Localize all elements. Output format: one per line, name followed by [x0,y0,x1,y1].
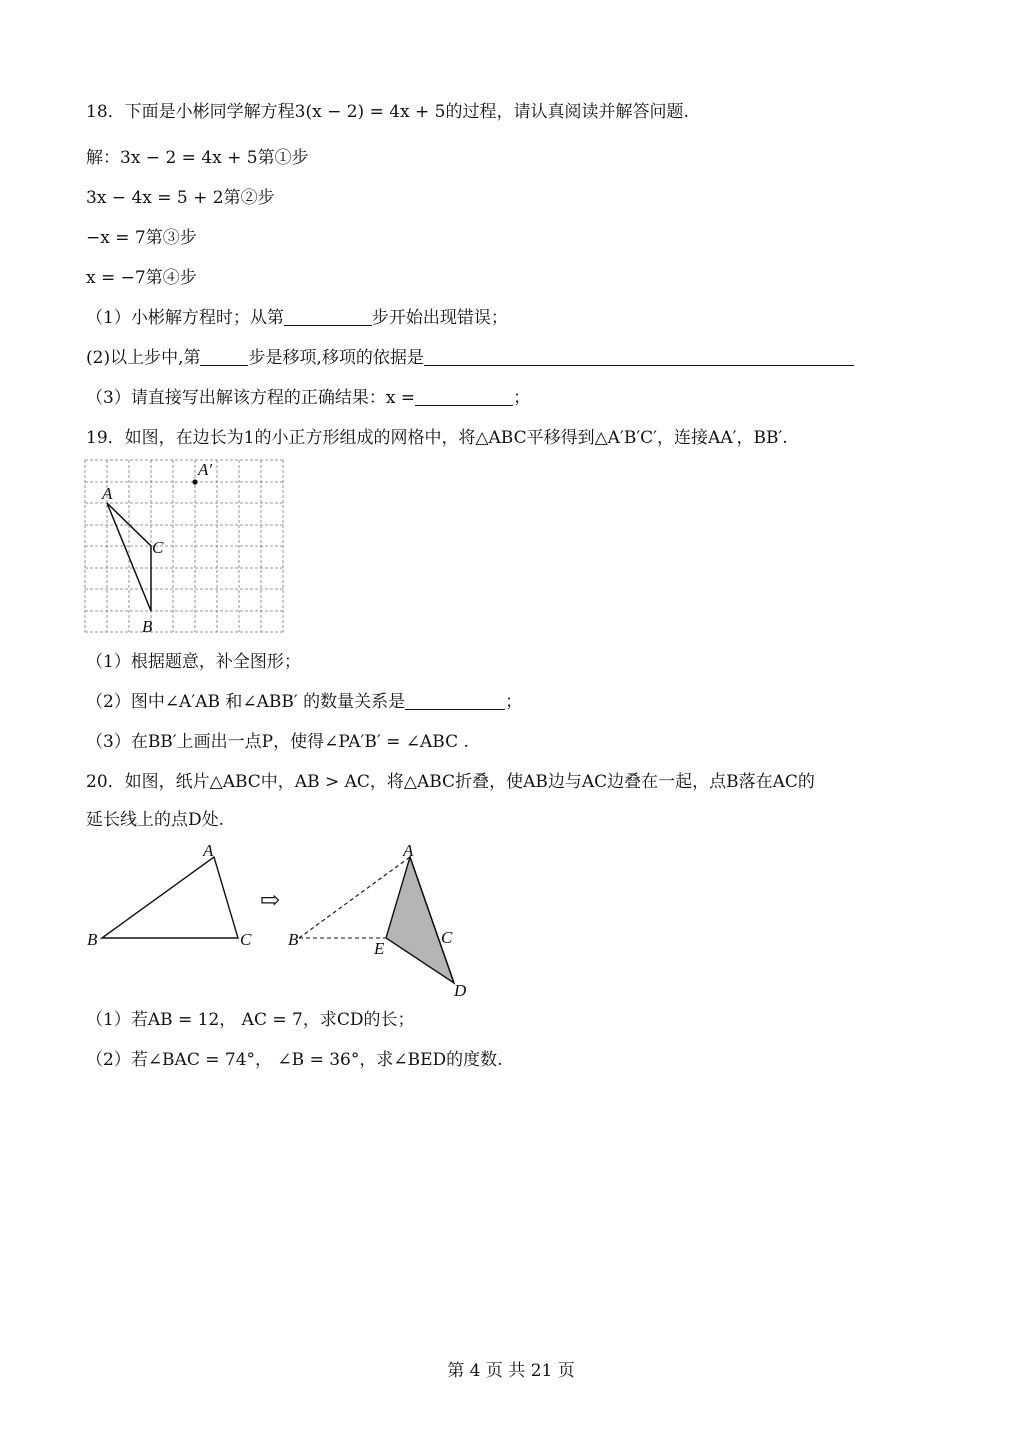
q18-part-3-text: （3）请直接写出解该方程的正确结果：x = [86,388,416,408]
q19-part-2 [86,690,522,714]
point-a-prime [192,479,197,484]
q20-title-line-2: 延长线上的点D处. [86,810,225,830]
q18-part-2-blank-1 [200,347,248,366]
page-footer: 第 4 页 共 21 页 [447,1361,575,1381]
folded-triangle-aed [386,857,454,983]
q18-part-3-tail: ； [513,388,531,408]
q20-part-2: （2）若∠BAC = 74°， ∠B = 36°，求∠BED的度数. [86,1050,503,1070]
q19-grid-figure [84,458,288,638]
q18-part-3-blank [415,387,513,406]
label-b: B [142,617,153,636]
q19-part-2-blank [405,691,505,710]
q19-part-2-text: （2）图中∠A′AB 和∠ABB′ 的数量关系是 [86,692,406,712]
q18-part-3 [86,386,530,410]
fig1-label-c: C [240,930,252,949]
label-a-prime: A′ [198,460,213,479]
q18-step-2: 3x − 4x = 5 + 2第②步 [86,188,275,208]
q18-title: 18．下面是小彬同学解方程3(x − 2) = 4x + 5的过程，请认真阅读并解答问题. [86,102,689,122]
q18-part-1-tail: 步开始出现错误； [371,308,508,328]
fig1-label-b: B [87,930,98,949]
q18-part-2-text: (2)以上步中,第 [86,348,201,368]
q18-part-1 [86,306,508,330]
q20-part-1: （1）若AB = 12， AC = 7，求CD的长； [86,1010,415,1030]
q20-title-line-1: 20．如图，纸片△ABC中，AB > AC，将△ABC折叠，使AB边与AC边叠在一起，点B落在AC的 [86,772,815,792]
q18-part-2-blank-2 [424,347,854,366]
q19-part-2-tail: ； [505,692,523,712]
fig2-label-b: B [288,930,299,949]
triangle-abc-original [102,857,238,938]
triangle-abc [107,503,151,611]
q18-part-2 [86,346,854,370]
fold-arrow-icon: ⇨ [260,886,281,914]
q18-part-1-text: （1）小彬解方程时；从第 [86,308,284,328]
fig2-label-a: A [403,841,414,860]
fig2-label-c: C [441,928,453,947]
q19-grid [85,460,283,632]
q18-step-1: 解：3x − 2 = 4x + 5第①步 [86,148,309,168]
q18-step-4: x = −7第④步 [86,268,197,288]
label-a: A [102,484,113,503]
q19-title: 19．如图，在边长为1的小正方形组成的网格中，将△ABC平移得到△A′B′C′，连接AA′，BB′. [86,428,788,448]
q19-part-1: （1）根据题意，补全图形； [86,652,301,672]
q19-part-3: （3）在BB′上画出一点P，使得∠PA′B′ = ∠ABC . [86,732,469,752]
fig2-label-d: D [454,981,467,1000]
fig1-label-a: A [203,841,214,860]
q18-part-2-mid: 步是移项,移项的依据是 [248,348,424,368]
label-c: C [152,538,164,557]
fig2-label-e: E [374,939,385,958]
q18-step-3: −x = 7第③步 [86,228,197,248]
q18-part-1-blank [284,307,372,326]
q20-fold-figure [84,840,484,1000]
